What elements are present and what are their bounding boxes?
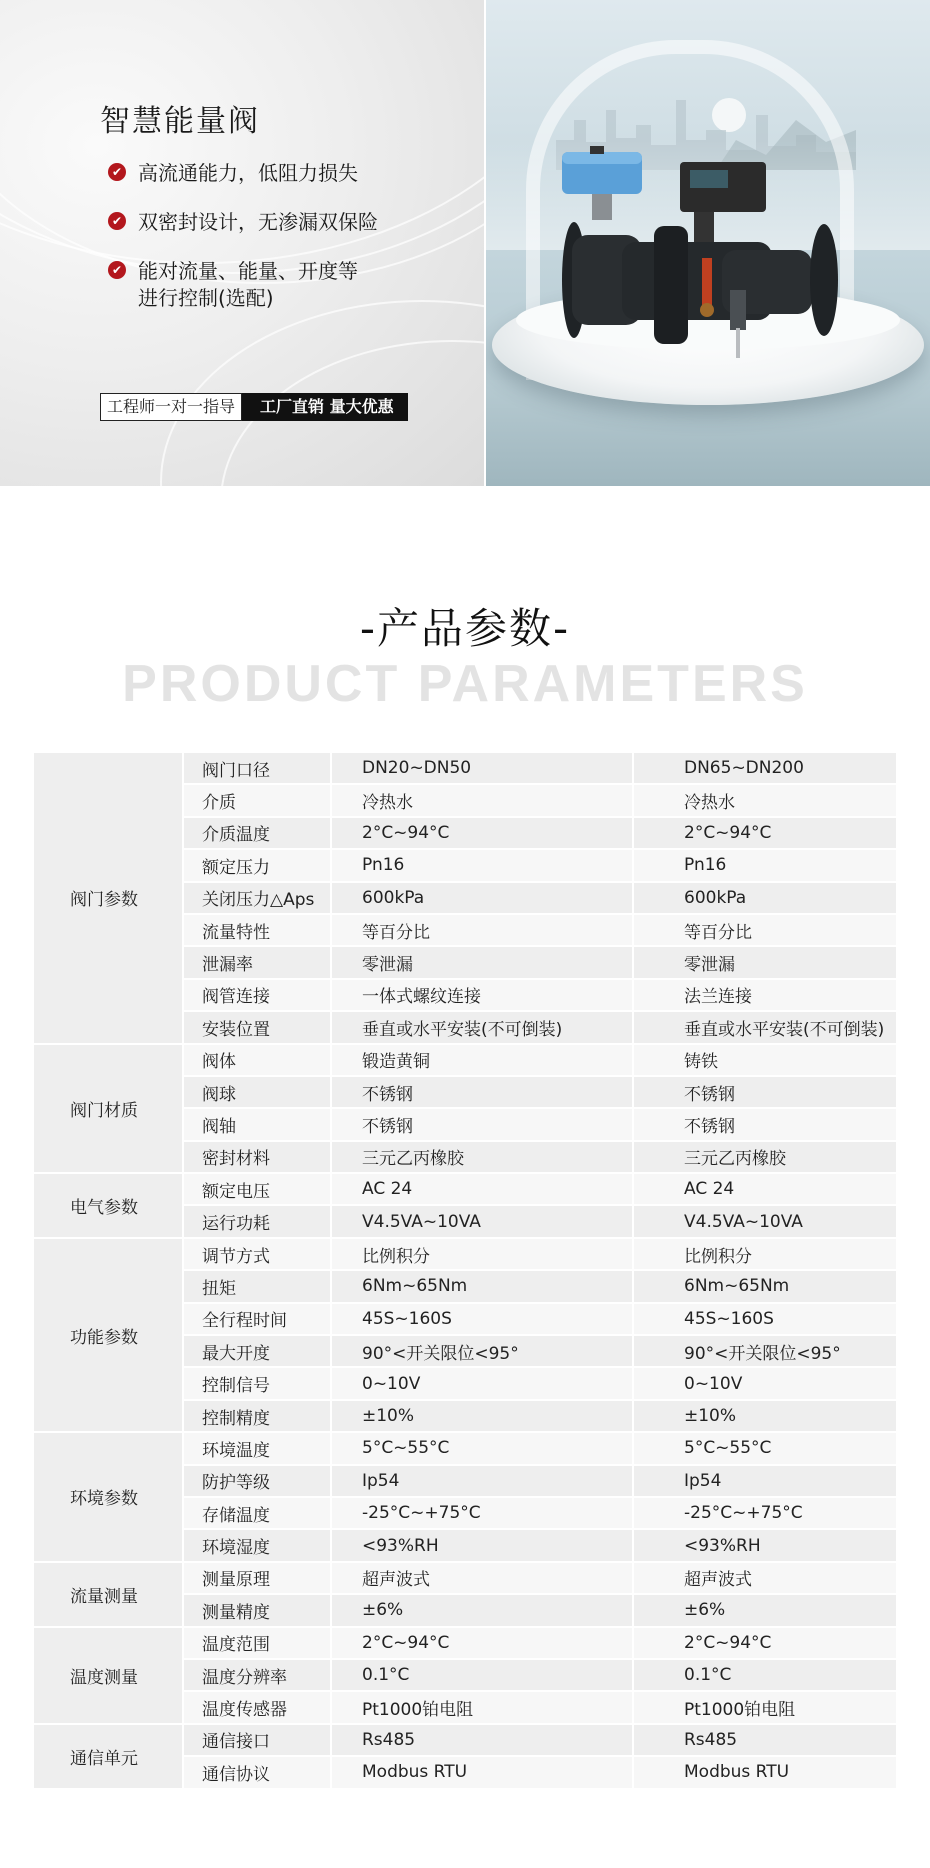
table-group [34, 1045, 896, 1175]
parameter-name-cell: 调节方式 [182, 1239, 330, 1269]
parameter-name-cell: 温度分辨率 [182, 1660, 330, 1690]
value-small-size-cell: 2°C~94°C [330, 818, 632, 848]
table-row [182, 1692, 896, 1724]
feature-text: 高流通能力，低阻力损失 [138, 161, 358, 185]
value-large-size-cell: 0~10V [632, 1368, 896, 1398]
table-row [182, 915, 896, 947]
value-large-size-cell: DN65~DN200 [632, 753, 896, 783]
value-small-size-cell: 比例积分 [330, 1239, 632, 1269]
value-small-size-cell: -25°C~+75°C [330, 1498, 632, 1528]
promo-tags [100, 393, 408, 421]
table-group-rows [182, 1045, 896, 1175]
table-row [182, 1466, 896, 1498]
value-small-size-cell: Pn16 [330, 850, 632, 880]
value-small-size-cell: 一体式螺纹连接 [330, 980, 632, 1010]
factory-direct-tag: 工厂直销 量大优惠 [242, 393, 408, 421]
table-group-rows [182, 1563, 896, 1628]
value-large-size-cell: 超声波式 [632, 1563, 896, 1593]
checkmark-icon: ✔ [108, 212, 126, 230]
table-row [182, 1109, 896, 1141]
value-large-size-cell: Pt1000铂电阻 [632, 1692, 896, 1722]
table-row [182, 1498, 896, 1530]
parameter-name-cell: 最大开度 [182, 1336, 330, 1366]
table-group-rows [182, 1239, 896, 1433]
value-large-size-cell: 垂直或水平安装(不可倒装) [632, 1012, 896, 1042]
parameter-name-cell: 阀轴 [182, 1109, 330, 1139]
parameter-name-cell: 运行功耗 [182, 1206, 330, 1236]
table-group-rows [182, 1174, 896, 1239]
value-large-size-cell: -25°C~+75°C [632, 1498, 896, 1528]
parameter-name-cell: 泄漏率 [182, 947, 330, 977]
parameter-name-cell: 阀球 [182, 1077, 330, 1107]
value-small-size-cell: Modbus RTU [330, 1757, 632, 1787]
table-row [182, 1206, 896, 1238]
parameter-name-cell: 阀体 [182, 1045, 330, 1075]
parameter-name-cell: 环境温度 [182, 1433, 330, 1463]
table-row [182, 1433, 896, 1465]
table-row [182, 1530, 896, 1562]
value-large-size-cell: Rs485 [632, 1725, 896, 1755]
table-group [34, 1628, 896, 1725]
table-row [182, 1239, 896, 1271]
parameter-name-cell: 额定电压 [182, 1174, 330, 1204]
parameter-name-cell: 阀管连接 [182, 980, 330, 1010]
value-large-size-cell: 0.1°C [632, 1660, 896, 1690]
value-large-size-cell: 2°C~94°C [632, 818, 896, 848]
value-small-size-cell: 不锈钢 [330, 1077, 632, 1107]
value-small-size-cell: 600kPa [330, 883, 632, 913]
value-small-size-cell: 0.1°C [330, 1660, 632, 1690]
table-row [182, 1628, 896, 1660]
value-large-size-cell: 法兰连接 [632, 980, 896, 1010]
value-large-size-cell: 三元乙丙橡胶 [632, 1142, 896, 1172]
table-row [182, 1401, 896, 1433]
table-row [182, 1045, 896, 1077]
table-row [182, 818, 896, 850]
value-small-size-cell: 5°C~55°C [330, 1433, 632, 1463]
value-small-size-cell: 超声波式 [330, 1563, 632, 1593]
energy-valve-icon [562, 140, 862, 360]
table-group [34, 1725, 896, 1790]
table-group [34, 1563, 896, 1628]
parameter-name-cell: 测量精度 [182, 1595, 330, 1625]
table-group-label: 电气参数 [34, 1174, 182, 1239]
value-small-size-cell: V4.5VA~10VA [330, 1206, 632, 1236]
parameter-name-cell: 介质 [182, 785, 330, 815]
value-small-size-cell: Pt1000铂电阻 [330, 1692, 632, 1722]
value-small-size-cell: 0~10V [330, 1368, 632, 1398]
parameter-name-cell: 环境湿度 [182, 1530, 330, 1560]
value-large-size-cell: 比例积分 [632, 1239, 896, 1269]
parameter-name-cell: 测量原理 [182, 1563, 330, 1593]
value-large-size-cell: 600kPa [632, 883, 896, 913]
parameter-name-cell: 密封材料 [182, 1142, 330, 1172]
section-title: -产品参数- [359, 604, 571, 653]
parameter-name-cell: 温度范围 [182, 1628, 330, 1658]
feature-text: 双密封设计，无渗漏双保险 [138, 210, 378, 234]
parameter-name-cell: 安装位置 [182, 1012, 330, 1042]
banner-text-panel [0, 0, 484, 486]
value-small-size-cell: 冷热水 [330, 785, 632, 815]
feature-item [108, 209, 448, 236]
table-row [182, 883, 896, 915]
value-large-size-cell: ±6% [632, 1595, 896, 1625]
table-group-rows [182, 1628, 896, 1725]
feature-item [108, 160, 448, 187]
product-photo [486, 0, 930, 486]
value-large-size-cell: 零泄漏 [632, 947, 896, 977]
parameter-name-cell: 扭矩 [182, 1271, 330, 1301]
parameter-name-cell: 关闭压力△Aps [182, 883, 330, 913]
value-large-size-cell: 等百分比 [632, 915, 896, 945]
table-row [182, 1304, 896, 1336]
value-small-size-cell: 2°C~94°C [330, 1628, 632, 1658]
table-row [182, 980, 896, 1012]
feature-list [108, 160, 448, 334]
table-group-rows [182, 753, 896, 1045]
parameter-name-cell: 介质温度 [182, 818, 330, 848]
table-row [182, 1142, 896, 1174]
value-small-size-cell: AC 24 [330, 1174, 632, 1204]
value-large-size-cell: 冷热水 [632, 785, 896, 815]
feature-item [108, 258, 448, 312]
value-small-size-cell: 6Nm~65Nm [330, 1271, 632, 1301]
value-large-size-cell: <93%RH [632, 1530, 896, 1560]
parameter-name-cell: 流量特性 [182, 915, 330, 945]
value-large-size-cell: 不锈钢 [632, 1109, 896, 1139]
table-row [182, 1595, 896, 1627]
value-large-size-cell: 90°<开关限位<95° [632, 1336, 896, 1366]
feature-text: 能对流量、能量、开度等 进行控制(选配) [138, 259, 358, 310]
table-row [182, 753, 896, 785]
value-small-size-cell: <93%RH [330, 1530, 632, 1560]
parameter-name-cell: 通信协议 [182, 1757, 330, 1787]
value-small-size-cell: 45S~160S [330, 1304, 632, 1334]
parameter-name-cell: 通信接口 [182, 1725, 330, 1755]
table-group [34, 753, 896, 1045]
table-row [182, 785, 896, 817]
table-row [182, 1174, 896, 1206]
value-large-size-cell: V4.5VA~10VA [632, 1206, 896, 1236]
value-small-size-cell: DN20~DN50 [330, 753, 632, 783]
parameter-name-cell: 阀门口径 [182, 753, 330, 783]
table-row [182, 1271, 896, 1303]
parameter-name-cell: 额定压力 [182, 850, 330, 880]
value-small-size-cell: 锻造黄铜 [330, 1045, 632, 1075]
product-title: 智慧能量阀 [100, 104, 260, 139]
table-row [182, 1077, 896, 1109]
table-group-rows [182, 1433, 896, 1563]
value-small-size-cell: ±6% [330, 1595, 632, 1625]
table-group-label: 温度测量 [34, 1628, 182, 1725]
table-row [182, 1336, 896, 1368]
table-group-label: 通信单元 [34, 1725, 182, 1790]
value-large-size-cell: 5°C~55°C [632, 1433, 896, 1463]
table-group-rows [182, 1725, 896, 1790]
parameters-table [34, 753, 896, 1790]
value-large-size-cell: Pn16 [632, 850, 896, 880]
table-group-label: 阀门材质 [34, 1045, 182, 1175]
value-small-size-cell: 90°<开关限位<95° [330, 1336, 632, 1366]
value-small-size-cell: 不锈钢 [330, 1109, 632, 1139]
table-row [182, 1563, 896, 1595]
value-large-size-cell: 45S~160S [632, 1304, 896, 1334]
table-group-label: 阀门参数 [34, 753, 182, 1045]
value-large-size-cell: 2°C~94°C [632, 1628, 896, 1658]
parameter-name-cell: 防护等级 [182, 1466, 330, 1496]
parameter-name-cell: 存储温度 [182, 1498, 330, 1528]
value-small-size-cell: Rs485 [330, 1725, 632, 1755]
checkmark-icon: ✔ [108, 261, 126, 279]
table-row [182, 1368, 896, 1400]
table-group-label: 功能参数 [34, 1239, 182, 1433]
table-row [182, 1757, 896, 1789]
value-large-size-cell: 铸铁 [632, 1045, 896, 1075]
parameter-name-cell: 温度传感器 [182, 1692, 330, 1722]
table-row [182, 1012, 896, 1044]
table-group [34, 1433, 896, 1563]
engineer-guidance-tag: 工程师一对一指导 [100, 393, 242, 421]
value-small-size-cell: 垂直或水平安装(不可倒装) [330, 1012, 632, 1042]
value-small-size-cell: 三元乙丙橡胶 [330, 1142, 632, 1172]
product-banner [0, 0, 930, 486]
value-large-size-cell: AC 24 [632, 1174, 896, 1204]
value-small-size-cell: ±10% [330, 1401, 632, 1431]
checkmark-icon: ✔ [108, 163, 126, 181]
value-large-size-cell: 不锈钢 [632, 1077, 896, 1107]
table-row [182, 1660, 896, 1692]
value-small-size-cell: 零泄漏 [330, 947, 632, 977]
section-subtitle: PRODUCT PARAMETERS [122, 655, 808, 713]
value-large-size-cell: ±10% [632, 1401, 896, 1431]
value-large-size-cell: Modbus RTU [632, 1757, 896, 1787]
value-small-size-cell: 等百分比 [330, 915, 632, 945]
table-row [182, 947, 896, 979]
value-small-size-cell: Ip54 [330, 1466, 632, 1496]
parameter-name-cell: 控制精度 [182, 1401, 330, 1431]
table-group-label: 环境参数 [34, 1433, 182, 1563]
value-large-size-cell: Ip54 [632, 1466, 896, 1496]
table-group [34, 1239, 896, 1433]
table-row [182, 1725, 896, 1757]
value-large-size-cell: 6Nm~65Nm [632, 1271, 896, 1301]
table-group-label: 流量测量 [34, 1563, 182, 1628]
table-group [34, 1174, 896, 1239]
parameter-name-cell: 全行程时间 [182, 1304, 330, 1334]
parameter-name-cell: 控制信号 [182, 1368, 330, 1398]
table-row [182, 850, 896, 882]
